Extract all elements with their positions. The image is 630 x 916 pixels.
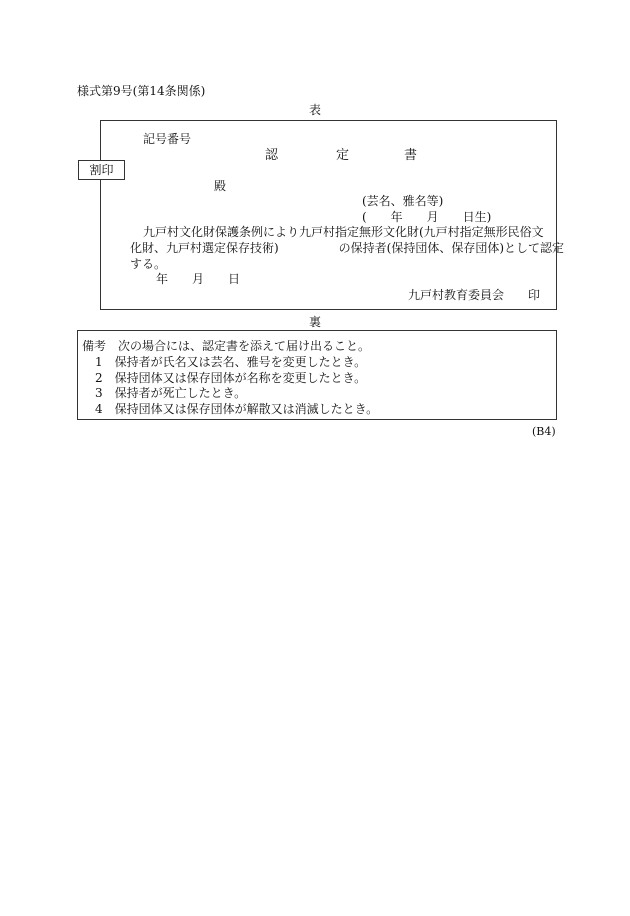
remarks-heading: 備考 次の場合には、認定書を添えて届け出ること。 [82, 339, 371, 353]
certification-text-line-1: 九戸村文化財保護条例により九戸村指定無形文化財(九戸村指定無形民俗文 [143, 225, 544, 239]
remarks-item: 4 保持団体又は保存団体が解散又は消滅したとき。 [95, 402, 379, 416]
certification-text-line-3: する。 [130, 257, 167, 271]
birth-date-label: ( 年 月 日生) [362, 210, 492, 224]
remarks-item: 3 保持者が死亡したとき。 [95, 386, 247, 400]
form-label: 様式第9号(第14条関係) [77, 84, 206, 98]
certificate-title-char-2: 定 [336, 148, 350, 163]
stage-name-label: (芸名、雅名等) [362, 194, 444, 208]
seal-box: 割印 [78, 160, 125, 180]
certificate-title-char-3: 書 [404, 148, 418, 163]
back-heading: 裏 [309, 315, 322, 329]
addressee-suffix: 殿 [214, 179, 227, 193]
remarks-item: 1 保持者が氏名又は芸名、雅号を変更したとき。 [95, 355, 367, 369]
issue-date: 年 月 日 [156, 272, 241, 286]
paper-size-label: (B4) [532, 425, 556, 438]
record-number-label: 記号番号 [143, 132, 192, 146]
remarks-item: 2 保持団体又は保存団体が名称を変更したとき。 [95, 371, 367, 385]
certification-text-line-2: 化財、九戸村選定保存技術) の保持者(保持団体、保存団体)として認定 [130, 241, 565, 255]
front-heading: 表 [309, 103, 322, 117]
issuer-signature: 九戸村教育委員会 印 [408, 288, 541, 302]
certificate-title-char-1: 認 [265, 148, 279, 163]
